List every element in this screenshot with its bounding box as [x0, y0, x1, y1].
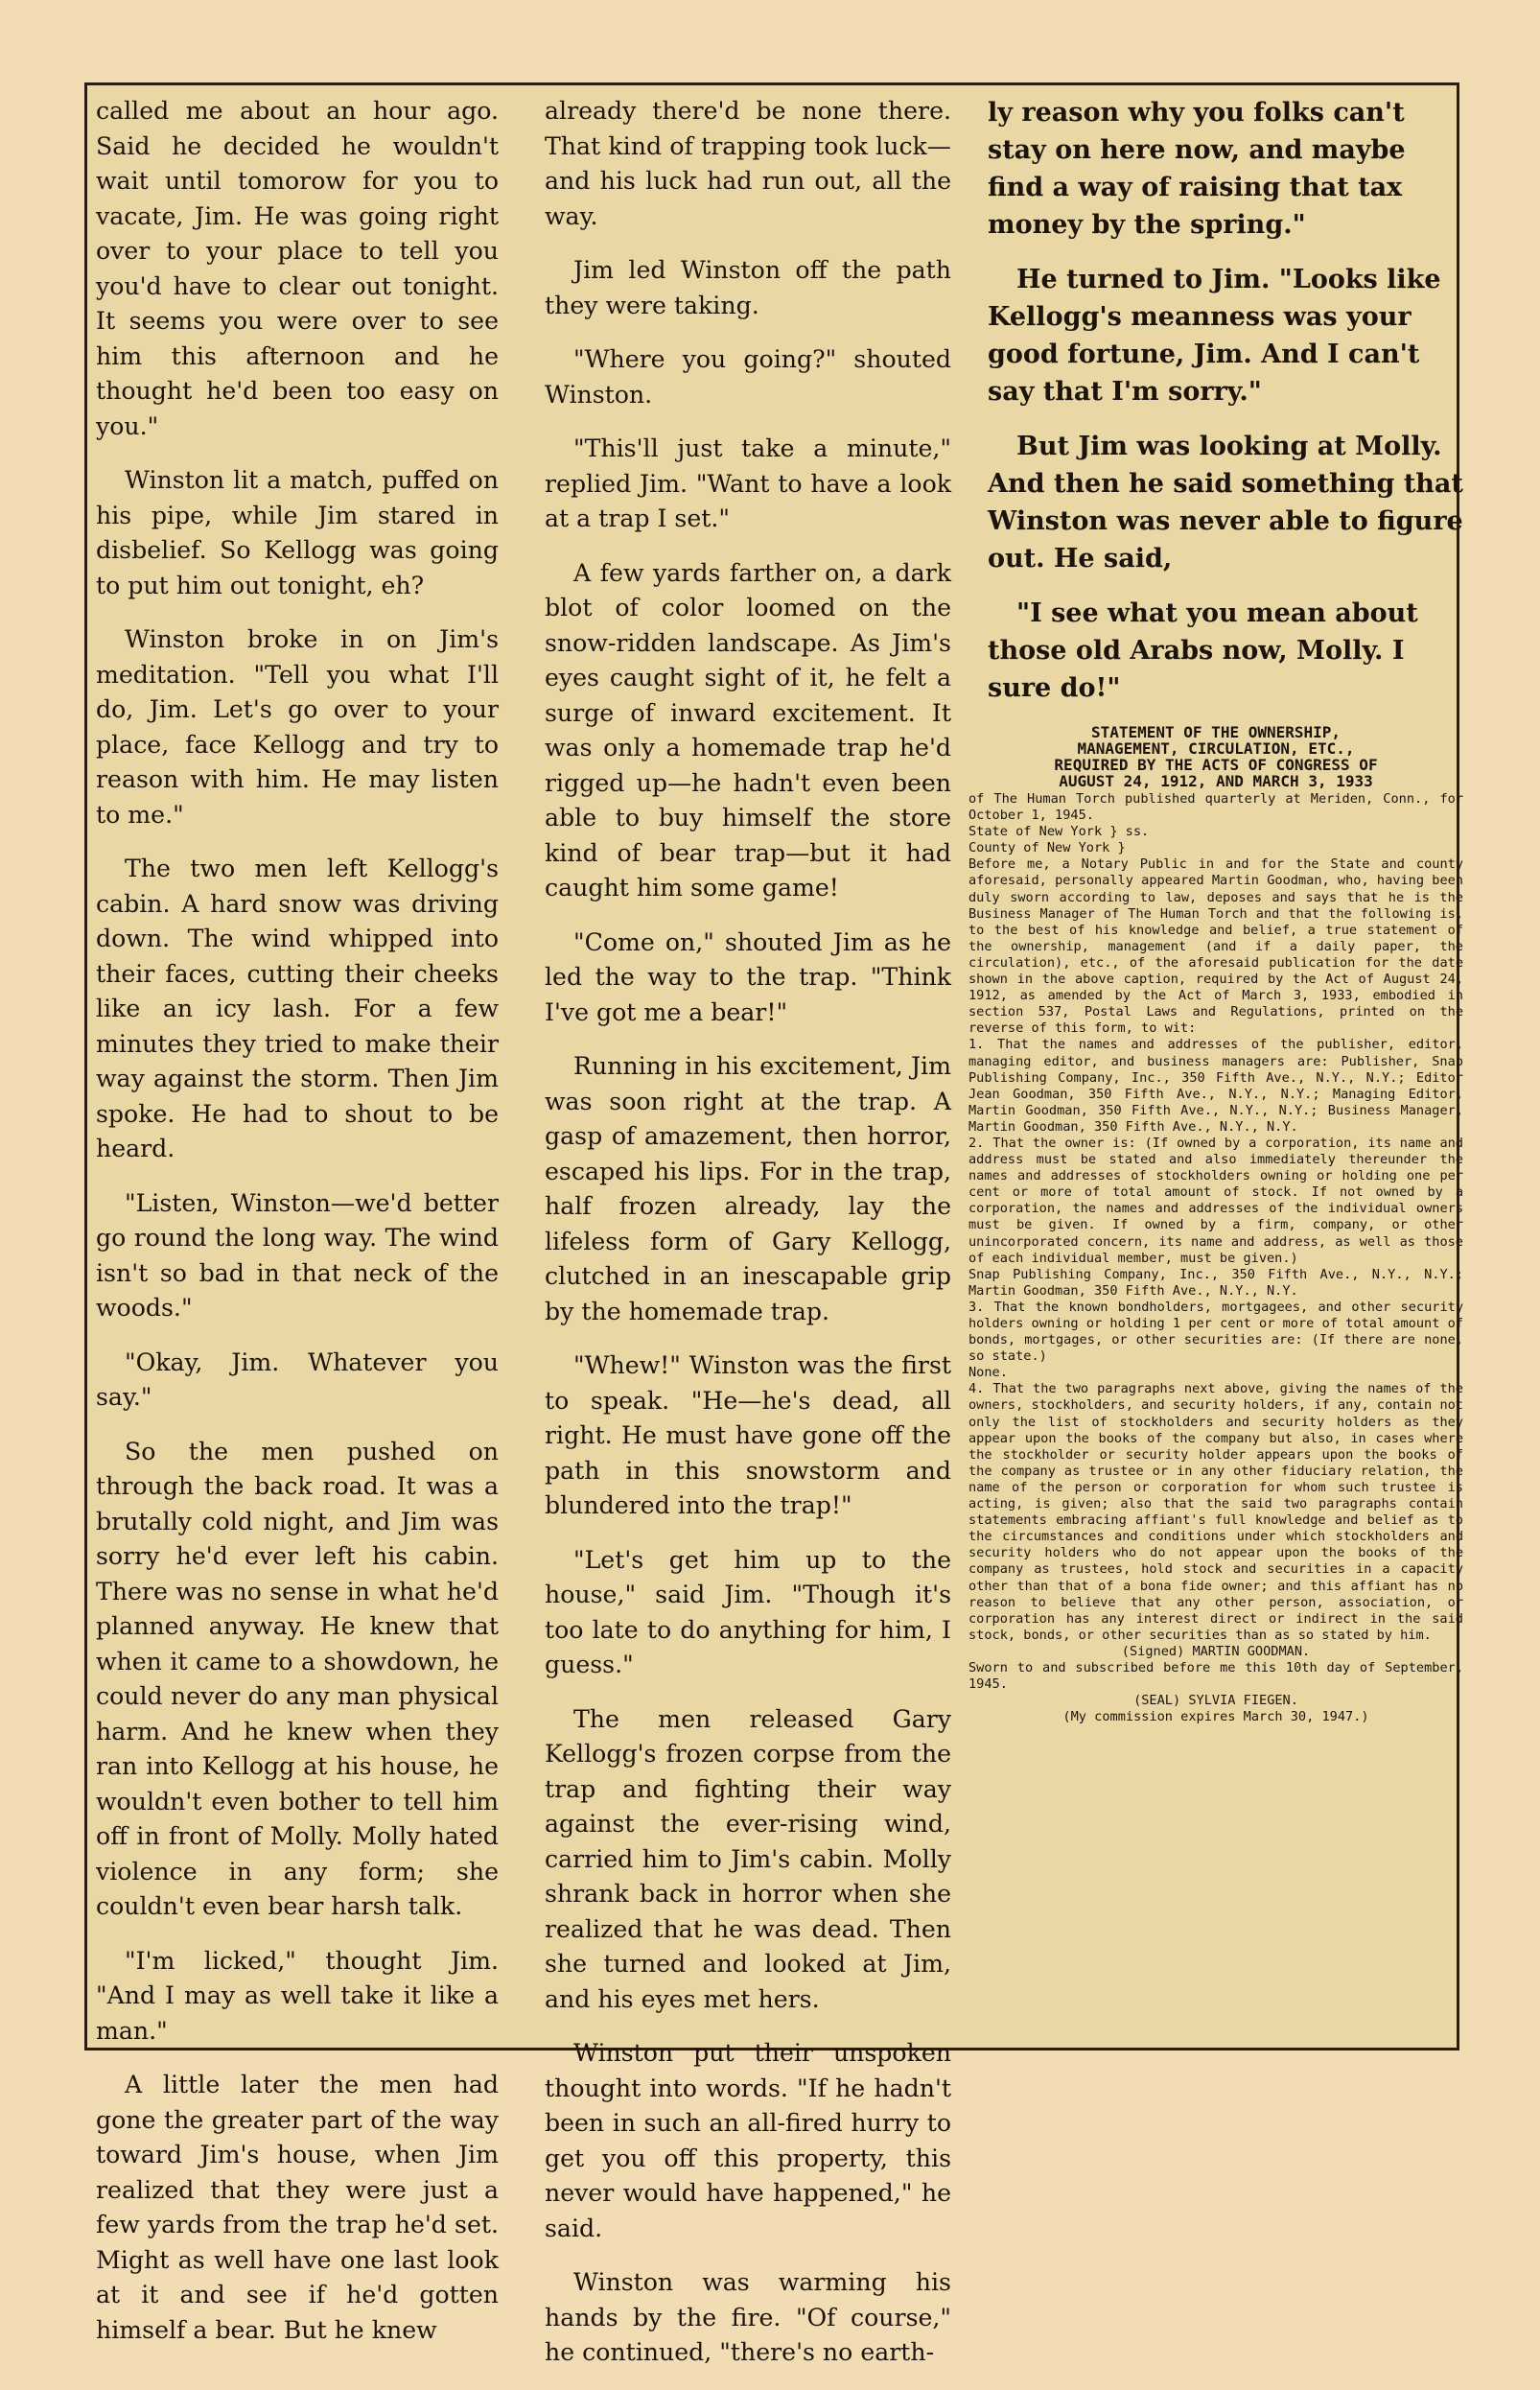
paragraph: So the men pushed on through the back road. It was a brutally cold night, and Jim was sorry he'd ever left his cabin. There was no sense in what he'd planned anyway. He knew that when it came to a showdown, he could never do any man physical harm. And he knew when they ran into Kellogg at his house, he wouldn't even bother to tell him off in front of Molly. Molly hated violence in any form; she couldn't even bear harsh talk. — [96, 1437, 499, 1920]
paragraph: Winston put their unspoken thought into words. "If he hadn't been in such an all-fired hurry to get you off this property, this never would have happened," he said. — [545, 2039, 951, 2242]
statement-paragraph: 1. That the names and addresses of the publisher, editor, managing editor, and business managers are: Publisher, Snap Publishing Company, Inc., 350 Fifth Ave., N.Y., N.Y.; Editor Jean Goodman, 350 Fifth Ave., N.Y., N.Y.; Managing Editor, Martin Goodman, 350 Fifth Ave., N.Y., N.Y.; Business Manager, Martin Goodman, 350 Fifth Ave., N.Y., N.Y. — [968, 1037, 1463, 1135]
statement-paragraph: 4. That the two paragraphs next above, giving the names of the owners, stockholders, and security holders, if any, contain not only the list of stockholders and security holders as they appear upon the books of the company but also, in cases where the stockholder or security holder appears upon the books of the company as trustee or in any other fiduciary relation, the name of the person or corporation for whom such trustee is acting, is given; also that the said two paragraphs contain statements embracing affiant's full knowledge and belief as to the circumstances and conditions under which stockholders and security holders who do not appear upon the books of the company as trustees, hold stock and securities in a capacity other than that of a bona fide owner; and this affiant has no reason to believe that any other person, association, or corporation has any interest direct or indirect in the said stock, bonds, or other securities than as so stated by him. — [968, 1381, 1463, 1643]
paragraph: "Okay, Jim. Whatever you say." — [96, 1347, 499, 1411]
statement-paragraph: 2. That the owner is: (If owned by a corporation, its name and address must be stated and also immediately thereunder the names and addresses of stockholders owning or holding one per cent or more of total amount of stock. If not owned by a corporation, the names and addresses of the individual owners must be given. If owned by a firm, company, or other unincorporated concern, its name and address, as well as those of each individual member, must be given.) — [968, 1135, 1463, 1266]
paragraph: "Listen, Winston—we'd better go round the long way. The wind isn't so bad in that neck of the woods." — [96, 1188, 499, 1322]
commission-line: (My commission expires March 30, 1947.) — [1062, 1709, 1369, 1725]
paragraph: "I see what you mean about those old Arabs now, Molly. I sure do!" — [988, 598, 1418, 703]
paragraph: Jim led Winston off the path they were taking. — [545, 256, 951, 319]
paragraph: ly reason why you folks can't stay on here now, and maybe find a way of raising that tax money by the spring." — [988, 98, 1406, 240]
statement-title-line: AUGUST 24, 1912, AND MARCH 3, 1933 — [1059, 772, 1373, 790]
statement-title-line: MANAGEMENT, CIRCULATION, ETC., — [1077, 739, 1355, 758]
statement-paragraph: of The Human Torch published quarterly at Meriden, Conn., for October 1, 1945. State of New York } ss. County of New York } — [968, 791, 1463, 856]
paragraph: The two men left Kellogg's cabin. A hard snow was driving down. The wind whipped into their faces, cutting their cheeks like an icy lash. For a few minutes they tried to make their way against the storm. Then Jim spoke. He had to shout to be heard. — [96, 855, 499, 1162]
statement-title-line: STATEMENT OF THE OWNERSHIP, — [1090, 723, 1342, 741]
paragraph: Winston was warming his hands by the fire. "Of course," he continued, "there's no earth- — [545, 2268, 951, 2366]
statement-title-line: REQUIRED BY THE ACTS OF CONGRESS OF — [1054, 756, 1378, 774]
sworn-line: Sworn to and subscribed before me this 10th day of September, 1945. — [968, 1659, 1463, 1693]
paragraph: called me about an hour ago. Said he decided he wouldn't wait until tomorow for you to vacate, Jim. He was going right over to your place to tell you you'd have to clear out tonight. It seems you were over to see him this afternoon and he thought he'd been too easy on you." — [96, 97, 499, 440]
statement-title — [968, 724, 1463, 789]
statement-paragraph: Snap Publishing Company, Inc., 350 Fifth Ave., N.Y., N.Y.; Martin Goodman, 350 Fifth Ave., N.Y., N.Y. — [968, 1266, 1463, 1299]
paragraph: Winston broke in on Jim's meditation. "Tell you what I'll do, Jim. Let's go over to your place, face Kellogg and try to reason with him. He may listen to me." — [96, 625, 499, 829]
paragraph: A little later the men had gone the greater part of the way toward Jim's house, when Jim realized that they were just a few yards from the trap he'd set. Might as well have one last look at it and see if he'd gotten himself a bear. But he knew — [96, 2071, 499, 2344]
paragraph: But Jim was looking at Molly. And then he said something that Winston was never able to figure out. He said, — [988, 432, 1463, 574]
paragraph: "Let's get him up to the house," said Jim. "Though it's too late to do anything for him, I guess." — [545, 1545, 951, 1678]
paragraph: "This'll just take a minute," replied Jim. "Want to have a look at a trap I set." — [545, 434, 951, 532]
paragraph: "Whew!" Winston was the first to speak. "He—he's dead, all right. He must have gone off the path in this snowstorm and blundered into the trap!" — [545, 1351, 951, 1519]
seal-line: (SEAL) SYLVIA FIEGEN. — [1133, 1693, 1298, 1709]
statement-paragraph: 3. That the known bondholders, mortgagees, and other security holders owning or holding 1 per cent or more of total amount of bonds, mortgages, or other securities are: (If there are none, so state.) None. — [968, 1299, 1463, 1381]
column-3 — [968, 94, 1463, 1725]
column-1 — [96, 94, 499, 2367]
paragraph: He turned to Jim. "Looks like Kellogg's meanness was your good fortune, Jim. And I can't say that I'm sorry." — [988, 265, 1441, 407]
story-ending — [968, 94, 1463, 707]
paragraph: "Where you going?" shouted Winston. — [545, 345, 951, 409]
paragraph: "I'm licked," thought Jim. "And I may as well take it like a man." — [96, 1946, 499, 2045]
ownership-statement — [968, 791, 1463, 1725]
column-2 — [545, 94, 951, 2390]
statement-paragraph: Before me, a Notary Public in and for the State and county aforesaid, personally appeared Martin Goodman, who, having been duly sworn according to law, deposes and says that he is the Business Manager of The Human Torch and that the following is, to the best of his knowledge and belief, a true statement of the ownership, management (and if a daily paper, the circulation), etc., of the aforesaid publication for the date shown in the above caption, required by the Act of August 24, 1912, as amended by the Act of March 3, 1933, embodied in section 537, Postal Laws and Regulations, printed on the reverse of this form, to wit: — [968, 856, 1463, 1037]
paragraph: Winston lit a match, puffed on his pipe, while Jim stared in disbelief. So Kellogg was going to put him out tonight, eh? — [96, 466, 499, 599]
paragraph: "Come on," shouted Jim as he led the way to the trap. "Think I've got me a bear!" — [545, 927, 951, 1026]
paragraph: A few yards farther on, a dark blot of color loomed on the snow-ridden landscape. As Jim's eyes caught sight of it, he felt a surge of inward excitement. It was only a homemade trap he'd rigged up—he hadn't even been able to buy himself the store kind of bear trap—but it had caught him some game! — [545, 558, 951, 902]
paragraph: already there'd be none there. That kind of trapping took luck—and his luck had run out, all the way. — [545, 97, 951, 230]
signed-line: (Signed) MARTIN GOODMAN. — [1121, 1643, 1311, 1659]
paragraph: Running in his excitement, Jim was soon right at the trap. A gasp of amazement, then horror, escaped his lips. For in the trap, half frozen already, lay the lifeless form of Gary Kellogg, clutched in an inescapable grip by the homemade trap. — [545, 1052, 951, 1325]
paragraph: The men released Gary Kellogg's frozen corpse from the trap and fighting their way against the ever-rising wind, carried him to Jim's cabin. Molly shrank back in horror when she realized that he was dead. Then she turned and looked at Jim, and his eyes met hers. — [545, 1704, 951, 2013]
